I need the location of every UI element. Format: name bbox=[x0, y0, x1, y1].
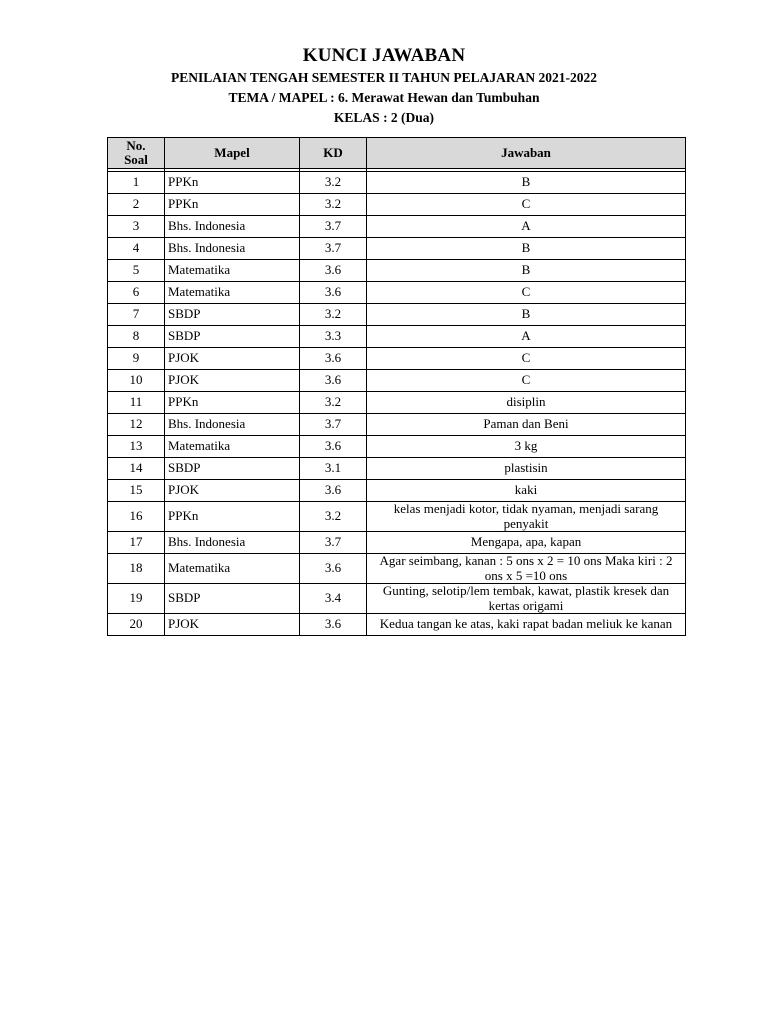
table-row bbox=[108, 392, 686, 414]
cell-mapel: SBDP bbox=[165, 458, 300, 480]
table-row bbox=[108, 216, 686, 238]
header-jawaban: Jawaban bbox=[367, 138, 686, 169]
cell-mapel: PJOK bbox=[165, 348, 300, 370]
cell-no-soal: 16 bbox=[108, 502, 165, 532]
cell-jawaban: 3 kg bbox=[367, 436, 686, 458]
cell-kd: 3.3 bbox=[300, 326, 367, 348]
table-row bbox=[108, 370, 686, 392]
cell-mapel: PJOK bbox=[165, 480, 300, 502]
cell-mapel: PPKn bbox=[165, 194, 300, 216]
header-no-line1: No. bbox=[126, 137, 146, 153]
theme-subject: TEMA / MAPEL : 6. Merawat Hewan dan Tumbuhan bbox=[228, 90, 540, 105]
cell-jawaban: B bbox=[367, 304, 686, 326]
cell-mapel: Bhs. Indonesia bbox=[165, 414, 300, 436]
cell-kd: 3.6 bbox=[300, 260, 367, 282]
cell-no-soal: 14 bbox=[108, 458, 165, 480]
cell-jawaban: C bbox=[367, 282, 686, 304]
cell-kd: 3.6 bbox=[300, 614, 367, 636]
cell-kd: 3.6 bbox=[300, 282, 367, 304]
cell-no-soal: 6 bbox=[108, 282, 165, 304]
cell-no-soal: 13 bbox=[108, 436, 165, 458]
exam-name: PENILAIAN TENGAH SEMESTER II TAHUN PELAJARAN 2021-2022 bbox=[170, 70, 598, 85]
cell-kd: 3.2 bbox=[300, 194, 367, 216]
table-row bbox=[108, 326, 686, 348]
table-row bbox=[108, 458, 686, 480]
cell-mapel: Matematika bbox=[165, 260, 300, 282]
table-row bbox=[108, 260, 686, 282]
table-header bbox=[108, 138, 686, 169]
document-title: KUNCI JAWABAN bbox=[302, 45, 466, 66]
cell-no-soal: 8 bbox=[108, 326, 165, 348]
cell-no-soal: 19 bbox=[108, 584, 165, 614]
cell-mapel: Matematika bbox=[165, 282, 300, 304]
cell-kd: 3.7 bbox=[300, 532, 367, 554]
cell-no-soal: 7 bbox=[108, 304, 165, 326]
cell-jawaban: Paman dan Beni bbox=[367, 414, 686, 436]
answer-key-table bbox=[107, 137, 686, 636]
header-mapel: Mapel bbox=[165, 138, 300, 169]
table-row bbox=[108, 436, 686, 458]
cell-no-soal: 20 bbox=[108, 614, 165, 636]
cell-jawaban: plastisin bbox=[367, 458, 686, 480]
cell-mapel: SBDP bbox=[165, 304, 300, 326]
cell-mapel: Bhs. Indonesia bbox=[165, 238, 300, 260]
cell-jawaban: Gunting, selotip/lem tembak, kawat, plastik kresek dan kertas origami bbox=[367, 584, 686, 614]
cell-jawaban: B bbox=[367, 238, 686, 260]
cell-no-soal: 3 bbox=[108, 216, 165, 238]
cell-kd: 3.6 bbox=[300, 436, 367, 458]
cell-no-soal: 5 bbox=[108, 260, 165, 282]
cell-kd: 3.2 bbox=[300, 502, 367, 532]
cell-mapel: PPKn bbox=[165, 172, 300, 194]
cell-mapel: PPKn bbox=[165, 392, 300, 414]
cell-jawaban: Kedua tangan ke atas, kaki rapat badan meliuk ke kanan bbox=[367, 614, 686, 636]
table-row bbox=[108, 348, 686, 370]
cell-no-soal: 18 bbox=[108, 554, 165, 584]
header-no-line2: Soal bbox=[124, 152, 148, 167]
cell-kd: 3.2 bbox=[300, 304, 367, 326]
cell-mapel: PPKn bbox=[165, 502, 300, 532]
table-row bbox=[108, 614, 686, 636]
cell-jawaban: C bbox=[367, 370, 686, 392]
cell-jawaban: A bbox=[367, 216, 686, 238]
table-row bbox=[108, 238, 686, 260]
table-row bbox=[108, 172, 686, 194]
cell-jawaban: A bbox=[367, 326, 686, 348]
cell-kd: 3.7 bbox=[300, 238, 367, 260]
cell-mapel: Bhs. Indonesia bbox=[165, 532, 300, 554]
cell-jawaban: B bbox=[367, 172, 686, 194]
cell-no-soal: 2 bbox=[108, 194, 165, 216]
cell-kd: 3.2 bbox=[300, 172, 367, 194]
cell-kd: 3.1 bbox=[300, 458, 367, 480]
cell-no-soal: 4 bbox=[108, 238, 165, 260]
cell-mapel: Matematika bbox=[165, 554, 300, 584]
cell-jawaban: kelas menjadi kotor, tidak nyaman, menjadi sarang penyakit bbox=[367, 502, 686, 532]
cell-kd: 3.2 bbox=[300, 392, 367, 414]
cell-no-soal: 11 bbox=[108, 392, 165, 414]
cell-jawaban: kaki bbox=[367, 480, 686, 502]
document-header bbox=[0, 44, 768, 128]
table-row bbox=[108, 304, 686, 326]
cell-no-soal: 15 bbox=[108, 480, 165, 502]
cell-jawaban: C bbox=[367, 348, 686, 370]
header-row bbox=[108, 138, 686, 169]
table-row bbox=[108, 480, 686, 502]
table-row bbox=[108, 414, 686, 436]
cell-mapel: SBDP bbox=[165, 584, 300, 614]
table-row bbox=[108, 584, 686, 614]
cell-no-soal: 12 bbox=[108, 414, 165, 436]
cell-kd: 3.4 bbox=[300, 584, 367, 614]
cell-no-soal: 17 bbox=[108, 532, 165, 554]
cell-kd: 3.7 bbox=[300, 216, 367, 238]
cell-no-soal: 1 bbox=[108, 172, 165, 194]
cell-mapel: PJOK bbox=[165, 370, 300, 392]
cell-kd: 3.6 bbox=[300, 480, 367, 502]
table-row bbox=[108, 282, 686, 304]
cell-mapel: SBDP bbox=[165, 326, 300, 348]
cell-jawaban: disiplin bbox=[367, 392, 686, 414]
table-row bbox=[108, 502, 686, 532]
cell-mapel: PJOK bbox=[165, 614, 300, 636]
cell-jawaban: Mengapa, apa, kapan bbox=[367, 532, 686, 554]
cell-jawaban: C bbox=[367, 194, 686, 216]
cell-kd: 3.7 bbox=[300, 414, 367, 436]
table-row bbox=[108, 532, 686, 554]
cell-kd: 3.6 bbox=[300, 554, 367, 584]
header-no-soal bbox=[108, 138, 165, 169]
cell-jawaban: B bbox=[367, 260, 686, 282]
table-row bbox=[108, 554, 686, 584]
cell-kd: 3.6 bbox=[300, 370, 367, 392]
cell-no-soal: 10 bbox=[108, 370, 165, 392]
table-body bbox=[108, 169, 686, 636]
cell-no-soal: 9 bbox=[108, 348, 165, 370]
cell-kd: 3.6 bbox=[300, 348, 367, 370]
cell-mapel: Bhs. Indonesia bbox=[165, 216, 300, 238]
header-kd: KD bbox=[300, 138, 367, 169]
cell-jawaban: Agar seimbang, kanan : 5 ons x 2 = 10 ons Maka kiri : 2 ons x 5 =10 ons bbox=[367, 554, 686, 584]
class-label: KELAS : 2 (Dua) bbox=[333, 110, 435, 125]
cell-mapel: Matematika bbox=[165, 436, 300, 458]
table-row bbox=[108, 194, 686, 216]
